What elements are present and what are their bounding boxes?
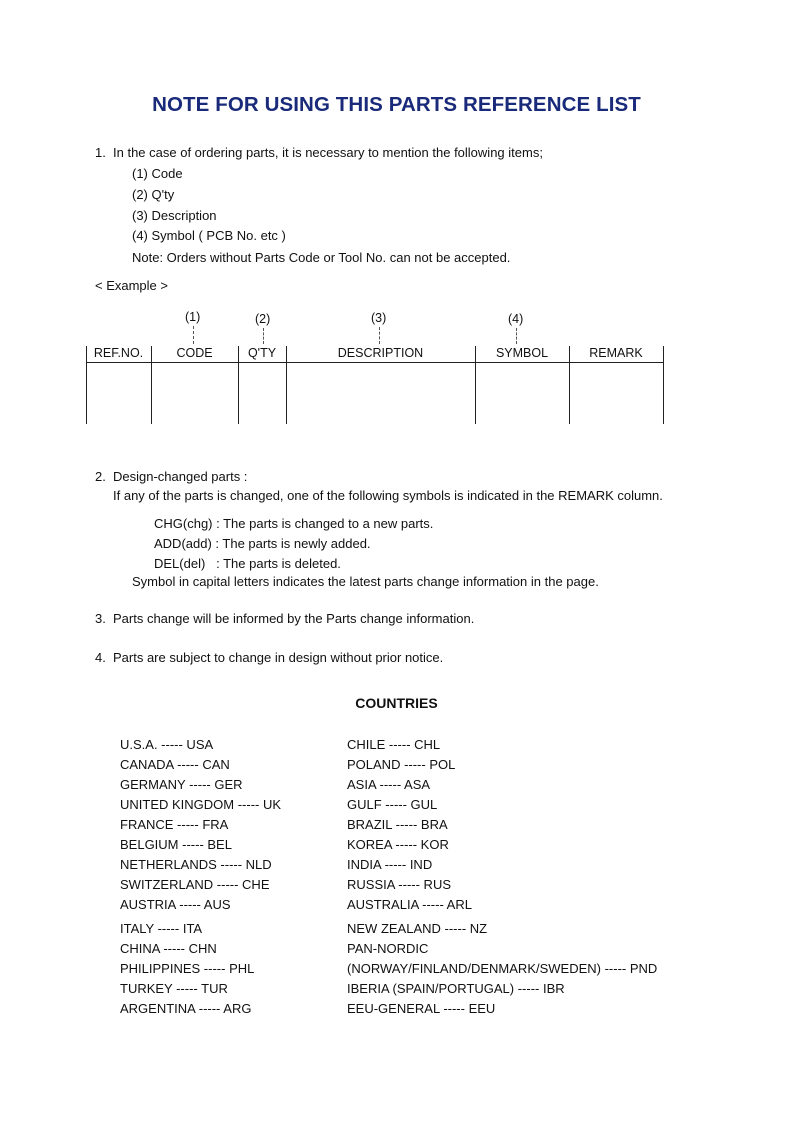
table-header-rule (86, 362, 664, 363)
country-item: RUSSIA ----- RUS (347, 877, 451, 892)
country-item: NEW ZEALAND ----- NZ (347, 921, 488, 936)
marker-4-leader (516, 328, 517, 344)
marker-3: (3) (371, 311, 387, 325)
country-item: IBERIA (SPAIN/PORTUGAL) ----- IBR (347, 981, 565, 996)
country-item: KOREA ----- KOR (347, 837, 449, 852)
country-item: BRAZIL ----- BRA (347, 817, 448, 832)
country-item: U.S.A. ----- USA (120, 737, 214, 752)
subitem-code: (1) Code (132, 166, 183, 181)
marker-2-leader (263, 328, 264, 344)
symbol-del: DEL(del) : The parts is deleted. (154, 556, 341, 571)
country-item: POLAND ----- POL (347, 757, 456, 772)
country-item: CHINA ----- CHN (120, 941, 217, 956)
marker-4: (4) (508, 312, 524, 326)
country-item: FRANCE ----- FRA (120, 817, 229, 832)
country-item: NETHERLANDS ----- NLD (120, 857, 272, 872)
country-item: ITALY ----- ITA (120, 921, 203, 936)
table-col-divider (663, 346, 664, 424)
country-item: GERMANY ----- GER (120, 777, 243, 792)
country-item: CANADA ----- CAN (120, 757, 230, 772)
item-1-text: In the case of ordering parts, it is necessary to mention the following items; (113, 145, 543, 160)
country-item: AUSTRIA ----- AUS (120, 897, 231, 912)
item-3-text: Parts change will be informed by the Parts change information. (113, 611, 475, 626)
symbol-add: ADD(add) : The parts is newly added. (154, 536, 371, 551)
item-4-text: Parts are subject to change in design without prior notice. (113, 650, 444, 665)
header-refno: REF.NO. (93, 346, 144, 360)
country-item: EEU-GENERAL ----- EEU (347, 1001, 496, 1016)
item-1-number: 1. (95, 145, 106, 160)
item-1-note: Note: Orders without Parts Code or Tool No. can not be accepted. (132, 250, 511, 265)
country-item: SWITZERLAND ----- CHE (120, 877, 270, 892)
country-item: TURKEY ----- TUR (120, 981, 228, 996)
item-2-footer: Symbol in capital letters indicates the latest parts change information in the page. (132, 574, 599, 589)
item-2-text: If any of the parts is changed, one of the following symbols is indicated in the REMARK column. (113, 488, 663, 503)
subitem-qty: (2) Q'ty (132, 187, 175, 202)
header-code: CODE (176, 346, 213, 360)
country-item: UNITED KINGDOM ----- UK (120, 797, 282, 812)
country-item: BELGIUM ----- BEL (120, 837, 232, 852)
header-symbol: SYMBOL (495, 346, 549, 360)
item-3-number: 3. (95, 611, 106, 626)
example-label: < Example > (95, 278, 168, 293)
marker-1: (1) (185, 310, 201, 324)
country-item: PAN-NORDIC (347, 941, 429, 956)
header-qty: Q'TY (247, 346, 277, 360)
page-title: NOTE FOR USING THIS PARTS REFERENCE LIST (152, 93, 641, 116)
header-remark: REMARK (589, 346, 643, 360)
country-item: (NORWAY/FINLAND/DENMARK/SWEDEN) ----- PND (347, 961, 658, 976)
country-item: CHILE ----- CHL (347, 737, 441, 752)
symbol-chg: CHG(chg) : The parts is changed to a new parts. (154, 516, 434, 531)
marker-1-leader (193, 326, 194, 344)
header-description: DESCRIPTION (337, 346, 424, 360)
country-item: AUSTRALIA ----- ARL (347, 897, 472, 912)
country-item: ASIA ----- ASA (347, 777, 431, 792)
countries-title: COUNTRIES (355, 695, 438, 711)
item-2-title: Design-changed parts : (113, 469, 248, 484)
item-4-number: 4. (95, 650, 106, 665)
country-item: GULF ----- GUL (347, 797, 438, 812)
marker-3-leader (379, 327, 380, 344)
subitem-symbol: (4) Symbol ( PCB No. etc ) (132, 228, 286, 243)
item-2-number: 2. (95, 469, 106, 484)
country-item: PHILIPPINES ----- PHL (120, 961, 255, 976)
country-item: ARGENTINA ----- ARG (120, 1001, 252, 1016)
subitem-description: (3) Description (132, 208, 217, 223)
marker-2: (2) (255, 312, 271, 326)
country-item: INDIA ----- IND (347, 857, 433, 872)
